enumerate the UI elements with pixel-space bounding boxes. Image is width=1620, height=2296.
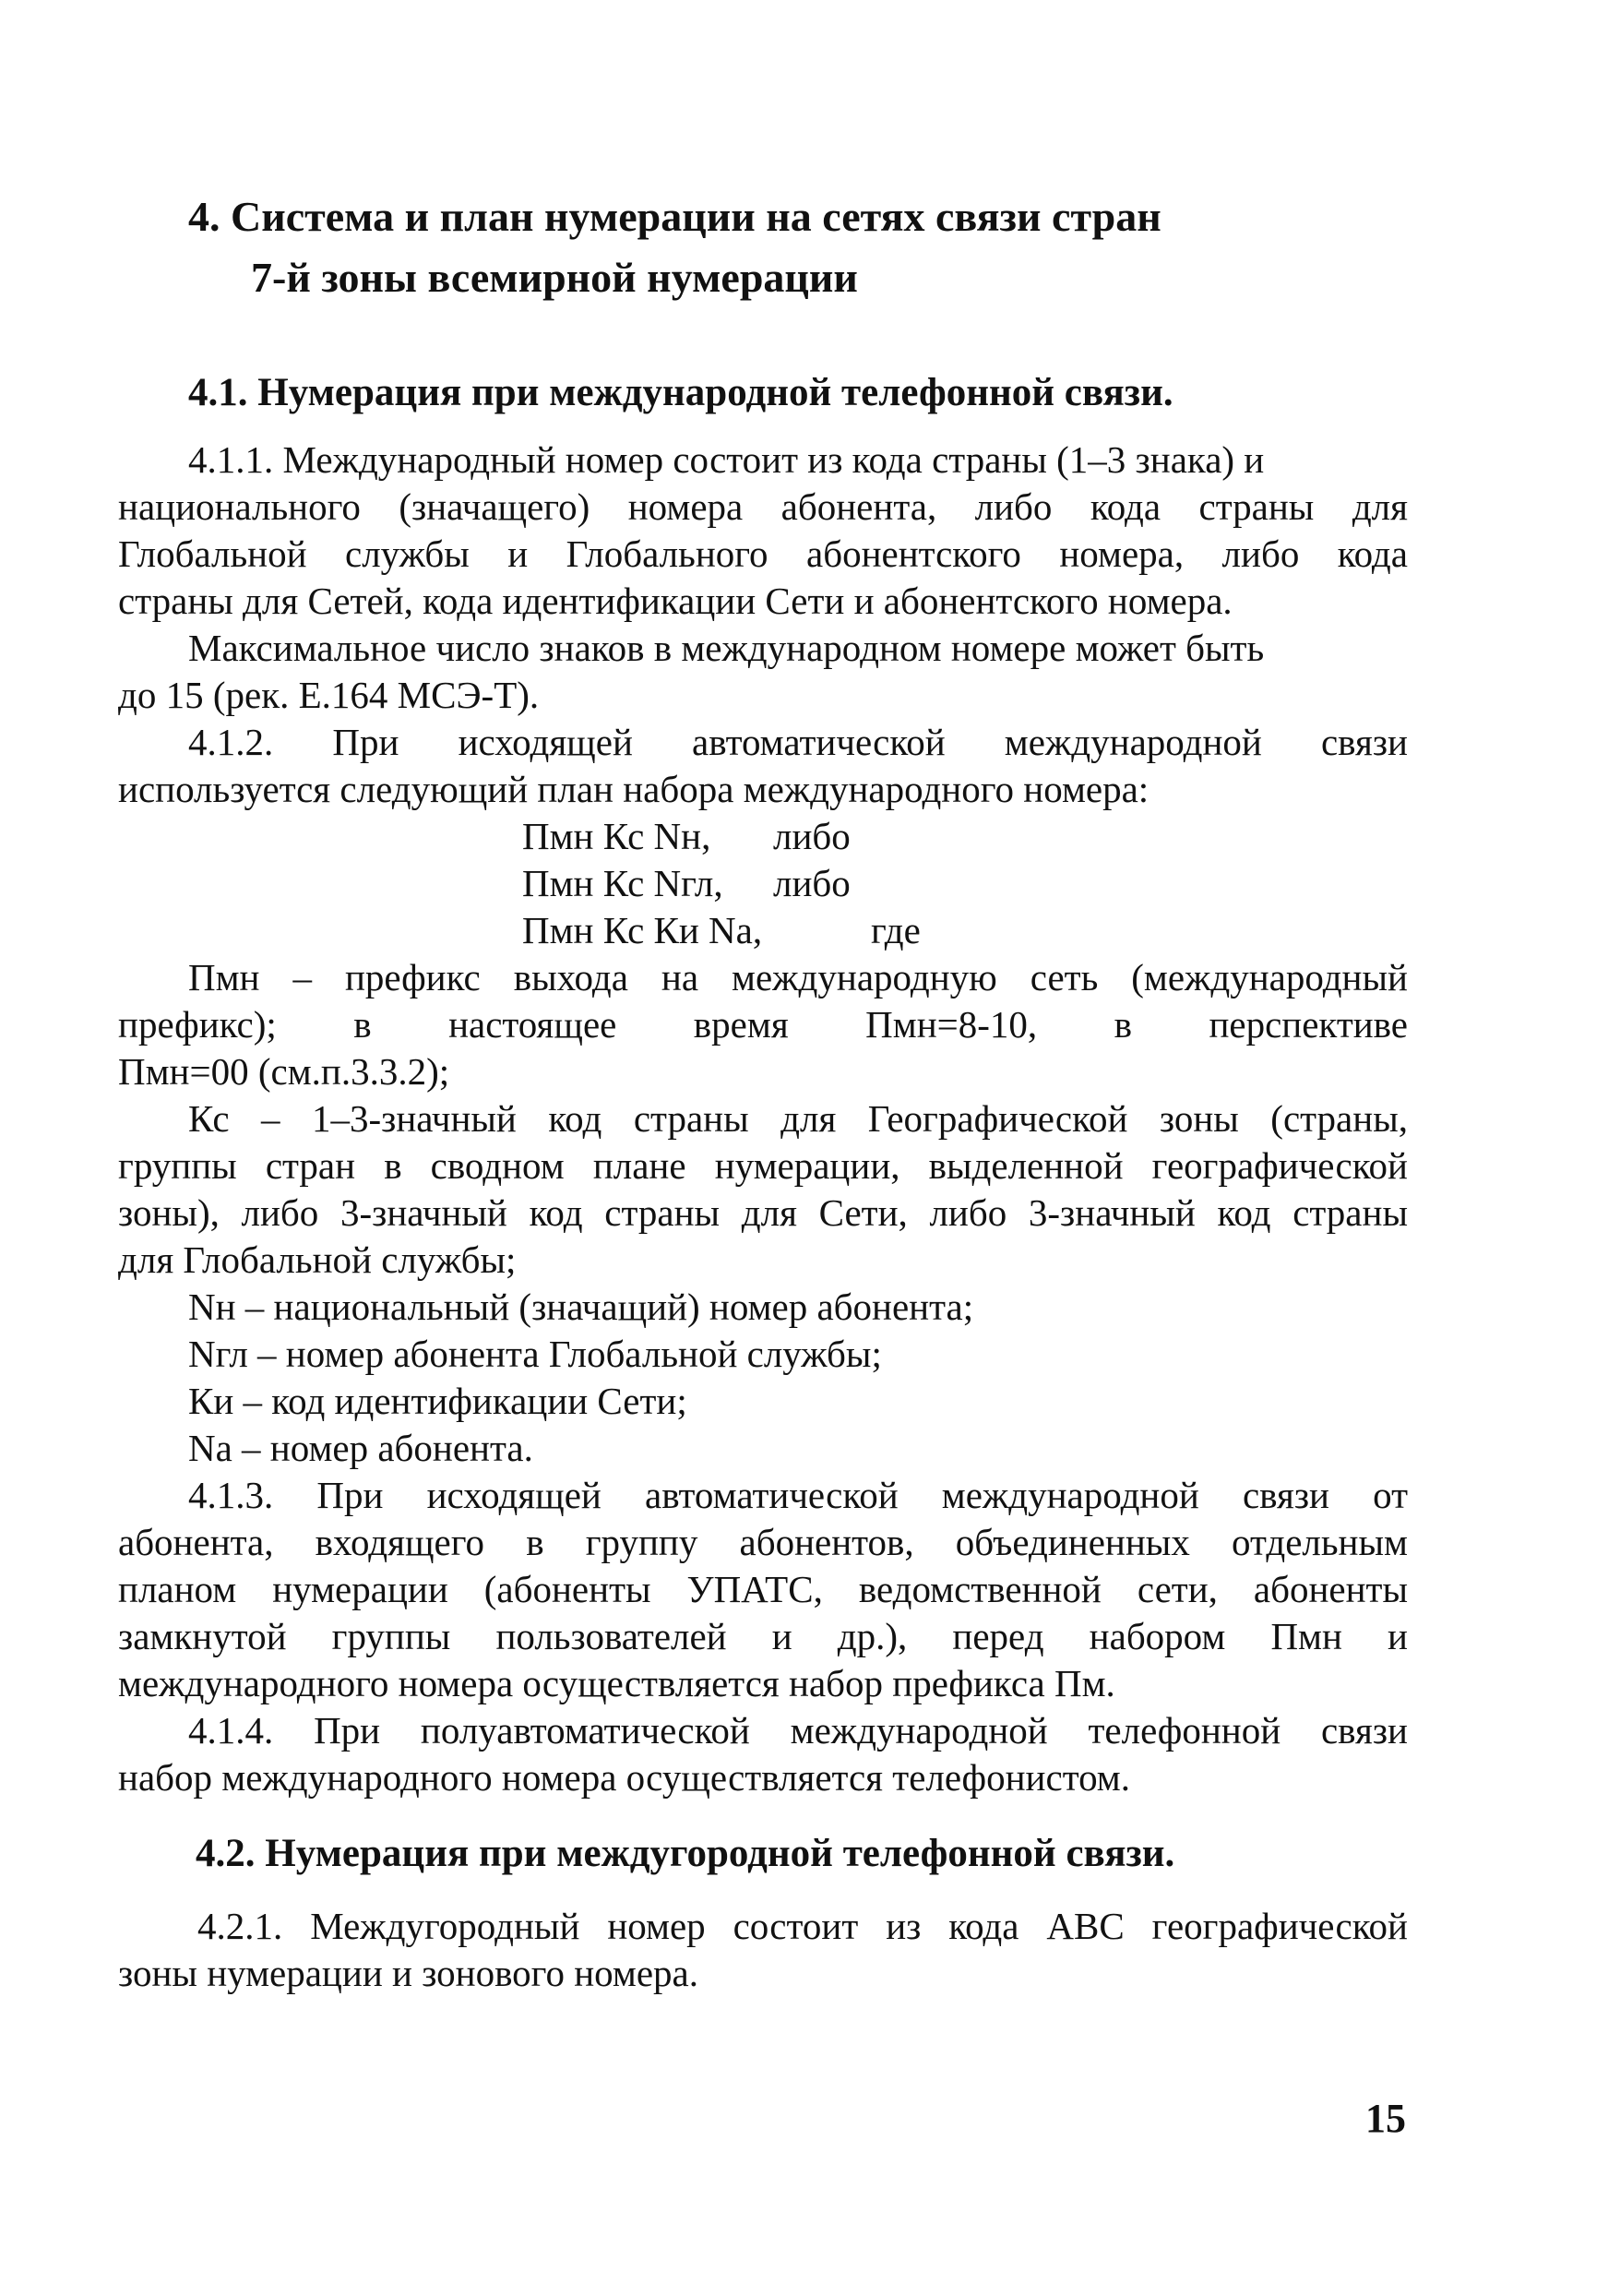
definition-line: группы стран в сводном плане нумерации, выделенной географической — [118, 1144, 1408, 1187]
paragraph-4-1-4-line: набор международного номера осуществляется телефонистом. — [118, 1756, 1130, 1799]
paragraph-4-1-2-line: используется следующий план набора международного номера: — [118, 768, 1149, 810]
section-4-1-heading: 4.1. Нумерация при международной телефонной связи. — [188, 371, 1173, 414]
dial-plan-formula-2-word: либо — [773, 862, 851, 904]
definition-line: Пмн=00 (см.п.3.3.2); — [118, 1050, 450, 1093]
definition-line: префикс); в настоящее время Пмн=8-10, в перспективе — [118, 1003, 1408, 1046]
paragraph-4-1-1-line: национального (значащего) номера абонента, либо кода страны для — [118, 485, 1408, 528]
definition-line: для Глобальной службы; — [118, 1238, 517, 1281]
paragraph-4-1-3-line: 4.1.3. При исходящей автоматической международной связи от — [188, 1474, 1408, 1516]
definition-line: Nа – номер абонента. — [188, 1427, 533, 1469]
paragraph-4-2-1-line: зоны нумерации и зонового номера. — [118, 1952, 698, 1994]
definition-line: Пмн – префикс выхода на международную сеть (международный — [188, 956, 1408, 999]
paragraph-max-digits-line: до 15 (рек. Е.164 МСЭ-Т). — [118, 674, 540, 716]
dial-plan-formula-2: Пмн Кс Nгл, — [522, 862, 723, 904]
definition-line: Кс – 1–3-значный код страны для Географической зоны (страны, — [188, 1097, 1408, 1140]
dial-plan-formula-3-word: где — [871, 909, 921, 951]
dial-plan-formula-1: Пмн Кс Nн, — [522, 815, 711, 857]
paragraph-4-1-2-line: 4.1.2. При исходящей автоматической международной связи — [188, 721, 1408, 763]
paragraph-max-digits-line: Максимальное число знаков в международном номере может быть — [188, 627, 1265, 669]
chapter-title-line-2: 7-й зоны всемирной нумерации — [251, 254, 858, 301]
paragraph-4-1-1-line: Глобальной службы и Глобального абонентского номера, либо кода — [118, 532, 1408, 575]
definition-line: Ки – код идентификации Сети; — [188, 1380, 687, 1422]
paragraph-4-1-3-line: международного номера осуществляется набор префикса Пм. — [118, 1662, 1115, 1704]
paragraph-4-1-3-line: абонента, входящего в группу абонентов, объединенных отдельным — [118, 1521, 1408, 1563]
section-4-2-heading: 4.2. Нумерация при междугородной телефонной связи. — [196, 1832, 1175, 1875]
definition-line: зоны), либо 3-значный код страны для Сети, либо 3-значный код страны — [118, 1191, 1408, 1234]
paragraph-4-1-3-line: планом нумерации (абоненты УПАТС, ведомственной сети, абоненты — [118, 1568, 1408, 1610]
definition-line: Nн – национальный (значащий) номер абонента; — [188, 1286, 974, 1328]
paragraph-4-1-1-line: страны для Сетей, кода идентификации Сети и абонентского номера. — [118, 580, 1233, 622]
chapter-title-line-1: 4. Система и план нумерации на сетях связи стран — [188, 193, 1161, 240]
paragraph-4-1-4-line: 4.1.4. При полуавтоматической международной телефонной связи — [188, 1709, 1408, 1752]
paragraph-4-1-1-line: 4.1.1. Международный номер состоит из кода страны (1–3 знака) и — [188, 438, 1265, 481]
dial-plan-formula-1-word: либо — [773, 815, 851, 857]
page-number: 15 — [1365, 2096, 1406, 2141]
dial-plan-formula-3: Пмн Кс Ки Nа, — [522, 909, 763, 951]
paragraph-4-2-1-line: 4.2.1. Междугородный номер состоит из кода АВС географической — [197, 1905, 1408, 1947]
paragraph-4-1-3-line: замкнутой группы пользователей и др.), перед набором Пмн и — [118, 1615, 1408, 1657]
definition-line: Nгл – номер абонента Глобальной службы; — [188, 1333, 882, 1375]
